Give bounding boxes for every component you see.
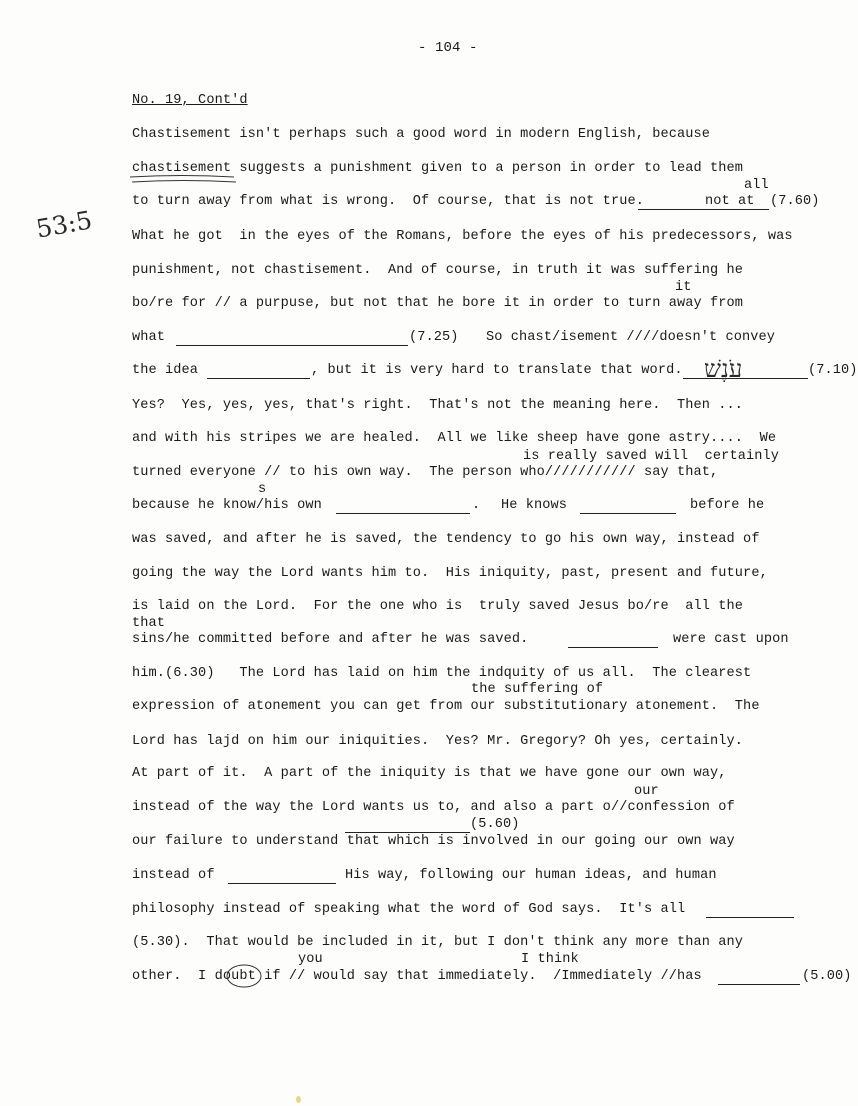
handwritten-circle-mark xyxy=(224,962,266,990)
fragment-time: (7.60) xyxy=(770,194,820,209)
text-line: our failure to understand that which is involved in our going our own way xyxy=(132,834,735,849)
text-line: sins/he committed before and after he was saved. xyxy=(132,632,529,647)
blank-line xyxy=(706,917,794,918)
text-line: other. I doubt if // would say that immediately. /Immediately //has xyxy=(132,969,702,984)
text-line: Chastisement isn't perhaps such a good word in modern English, because xyxy=(132,127,711,142)
fragment-text: So chast/isement ////doesn't convey xyxy=(486,330,776,345)
blank-line xyxy=(718,984,800,985)
fragment-time: (7.25) xyxy=(409,330,459,345)
fragment-text: His way, following our human ideas, and human xyxy=(345,868,717,883)
fragment-period: . xyxy=(472,498,481,513)
insertion-suffering-of: the suffering of xyxy=(471,682,604,697)
text-line: and with his stripes we are healed. All we like sheep have gone astry.... We xyxy=(132,431,777,446)
insertion-i-think: I think xyxy=(521,952,579,967)
margin-note: 53:5 xyxy=(33,205,95,244)
insertion-it: it xyxy=(675,280,692,295)
text-line: expression of atonement you can get from our substitutionary atonement. The xyxy=(132,699,760,714)
text-line: because he know/his own xyxy=(132,498,322,513)
paper-stain xyxy=(296,1096,301,1103)
text-line: was saved, and after he is saved, the tendency to go his own way, instead of xyxy=(132,532,760,547)
text-line: (5.30). That would be included in it, but I don't think any more than any xyxy=(132,935,744,950)
insertion-all: all xyxy=(744,178,769,193)
blank-line xyxy=(345,832,470,833)
blank-line xyxy=(336,513,470,514)
handwritten-underline xyxy=(128,173,238,185)
fragment-text: before he xyxy=(690,498,765,513)
text-line: is laid on the Lord. For the one who is truly saved Jesus bo/re all the xyxy=(132,599,744,614)
fragment-time: (5.00) xyxy=(802,969,852,984)
text-line: turned everyone // to his own way. The person who/////////// say that, xyxy=(132,465,719,480)
blank-line xyxy=(207,378,310,379)
text-line: instead of the way the Lord wants us to, and also a part o//confession of xyxy=(132,800,735,815)
insertion-that: that xyxy=(132,616,166,631)
fragment-time: (7.10) xyxy=(808,363,858,378)
insertion-is-really: is really saved will certainly xyxy=(523,449,779,464)
text-line: instead of xyxy=(132,868,215,883)
insertion-our: our xyxy=(634,784,659,799)
blank-line xyxy=(683,378,808,379)
text-line: to turn away from what is wrong. Of course, that is not true. xyxy=(132,194,644,209)
text-line: bo/re for // a purpuse, but not that he bore it in order to turn away from xyxy=(132,296,744,311)
insertion-time: (5.60) xyxy=(470,817,520,832)
text-line: the idea xyxy=(132,363,199,378)
blank-line xyxy=(228,883,336,884)
page-number: - 104 - xyxy=(418,40,478,56)
insertion-you: you xyxy=(298,952,323,967)
text-line: what xyxy=(132,330,166,345)
text-line: At part of it. A part of the iniquity is that we have gone our own way, xyxy=(132,766,727,781)
fragment-not-at: not at xyxy=(705,194,755,209)
insertion-s: s xyxy=(258,482,267,497)
text-line: Yes? Yes, yes, yes, that's right. That's not the meaning here. Then ... xyxy=(132,398,744,413)
text-line: chastisement suggests a punishment given to a person in order to lead them xyxy=(132,161,744,176)
text-line: philosophy instead of speaking what the word of God says. It's all xyxy=(132,902,686,917)
text-line: going the way the Lord wants him to. His iniquity, past, present and future, xyxy=(132,566,768,581)
fragment-text: He knows xyxy=(501,498,568,513)
text-line: What he got in the eyes of the Romans, before the eyes of his predecessors, was xyxy=(132,229,793,244)
fragment-text: , but it is very hard to translate that word. xyxy=(311,363,683,378)
section-heading: No. 19, Cont'd xyxy=(132,93,248,108)
blank-line xyxy=(568,647,658,648)
blank-line xyxy=(580,513,676,514)
text-line: Lord has lajd on him our iniquities. Yes? Mr. Gregory? Oh yes, certainly. xyxy=(132,734,744,749)
fragment-text: were cast upon xyxy=(673,632,789,647)
text-line: punishment, not chastisement. And of course, in truth it was suffering he xyxy=(132,263,744,278)
handwritten-hebrew-word: עֹנֶשׁ xyxy=(704,355,743,383)
blank-line xyxy=(176,345,408,346)
text-line: him.(6.30) The Lord has laid on him the indquity of us all. The clearest xyxy=(132,666,752,681)
